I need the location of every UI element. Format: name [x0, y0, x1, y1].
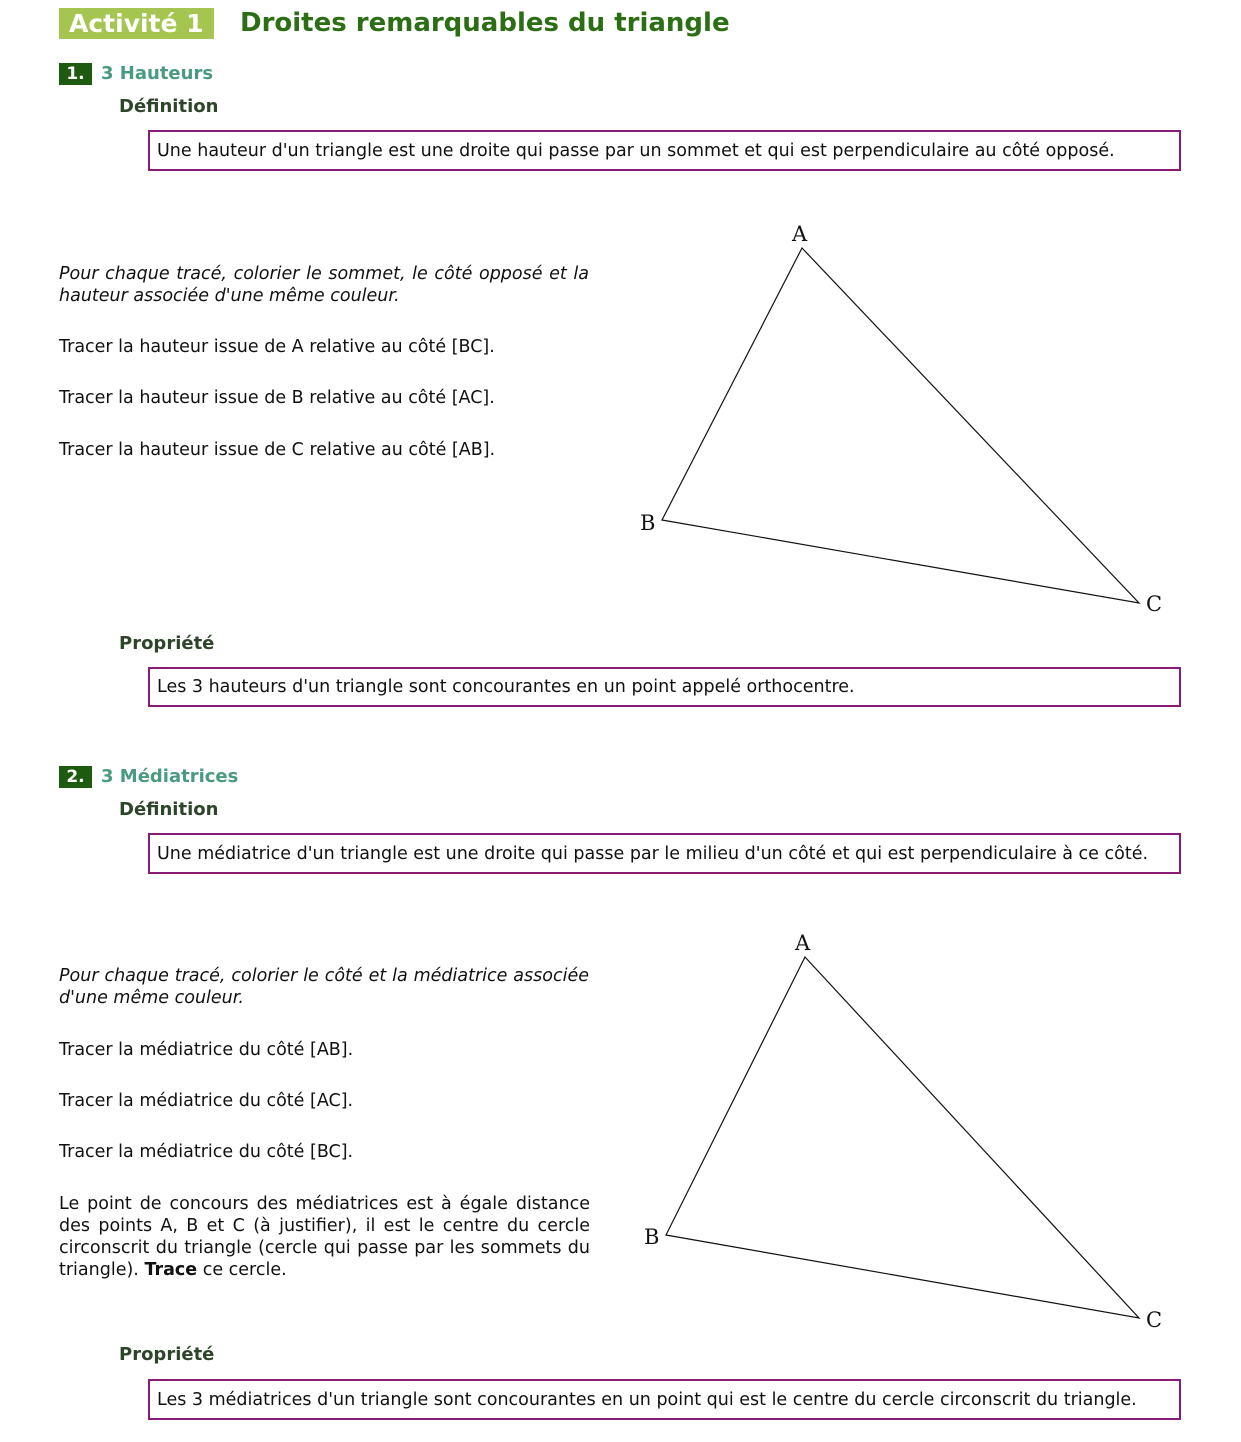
- section-2-task-2: Tracer la médiatrice du côté [AC].: [59, 1091, 354, 1111]
- triangle-1-shape: [662, 248, 1139, 603]
- section-2-note-start: Le point de concours des médiatrices est à égale distance des points A, B et C (à justifier), il est le centre du cercle circonscrit du triangle (cercle qui passe par les sommets du triangle).: [59, 1194, 590, 1280]
- triangle-1: [640, 222, 1162, 616]
- section-2-property-text: Les 3 médiatrices d'un triangle sont concourantes en un point qui est le centre du cercle circonscrit du triangle.: [157, 1390, 1137, 1410]
- section-1-instruction: Pour chaque tracé, colorier le sommet, le côté opposé et la hauteur associée d'une même couleur.: [59, 264, 589, 306]
- section-1-number: 1.: [59, 63, 92, 85]
- triangle-1-label-b: B: [640, 511, 656, 535]
- section-2-instruction: Pour chaque tracé, colorier le côté et la médiatrice associée d'une même couleur.: [59, 966, 589, 1008]
- section-2-definition-text: Une médiatrice d'un triangle est une droite qui passe par le milieu d'un côté et qui est perpendiculaire à ce côté.: [157, 844, 1149, 864]
- section-2-note-bold: Trace: [144, 1260, 198, 1280]
- section-1-definition-label: Définition: [119, 96, 219, 117]
- triangle-1-label-c: C: [1146, 592, 1163, 616]
- triangle-2: [644, 931, 1162, 1332]
- triangle-2-label-b: B: [644, 1225, 660, 1249]
- section-2-property-label: Propriété: [119, 1344, 215, 1365]
- section-2-definition-label: Définition: [119, 799, 219, 820]
- section-1-property-text: Les 3 hauteurs d'un triangle sont concourantes en un point appelé orthocentre.: [157, 677, 855, 697]
- triangle-1-label-a: A: [792, 222, 808, 246]
- page-title: Droites remarquables du triangle: [240, 8, 730, 38]
- triangle-2-label-c: C: [1146, 1308, 1163, 1332]
- section-1-title: 3 Hauteurs: [101, 63, 214, 84]
- section-1-property-label: Propriété: [119, 633, 215, 654]
- section-1-task-1: Tracer la hauteur issue de A relative au côté [BC].: [59, 337, 495, 357]
- section-2-title: 3 Médiatrices: [101, 766, 239, 787]
- section-2-task-1: Tracer la médiatrice du côté [AB].: [59, 1040, 354, 1060]
- section-1-task-2: Tracer la hauteur issue de B relative au côté [AC].: [59, 388, 495, 408]
- triangle-2-shape: [666, 957, 1139, 1318]
- section-2-note-end: ce cercle.: [197, 1260, 287, 1280]
- activity-badge: Activité 1: [59, 8, 214, 39]
- section-1-task-3: Tracer la hauteur issue de C relative au côté [AB].: [59, 440, 496, 460]
- section-2-number: 2.: [59, 766, 92, 788]
- triangle-2-label-a: A: [795, 931, 811, 955]
- section-2-task-3: Tracer la médiatrice du côté [BC].: [59, 1142, 354, 1162]
- section-1-definition-text: Une hauteur d'un triangle est une droite qui passe par un sommet et qui est perpendiculaire au côté opposé.: [157, 141, 1115, 161]
